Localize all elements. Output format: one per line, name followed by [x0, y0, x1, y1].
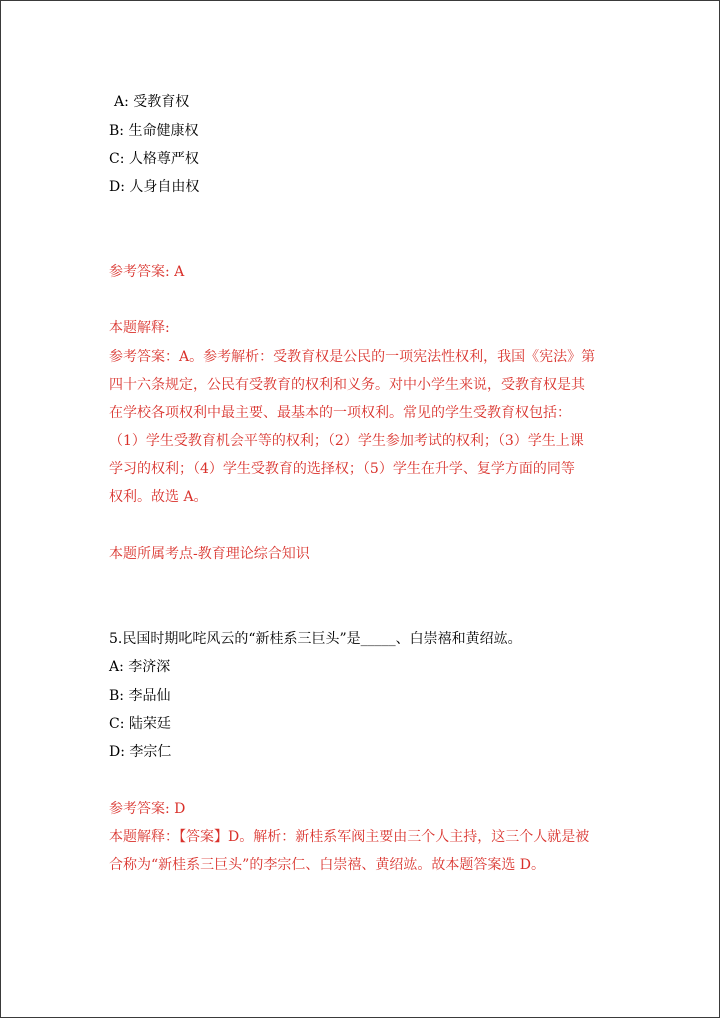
- q4-explanation-line: 在学校各项权利中最主要、最基本的一项权利。常见的学生受教育权包括：: [109, 405, 571, 421]
- q4-answer: 参考答案: A: [109, 264, 185, 280]
- q4-explanation-line: 权利。故选 A。: [109, 489, 208, 505]
- q4-explanation-line: （1）学生受教育机会平等的权利；（2）学生参加考试的权利；（3）学生上课: [109, 433, 584, 449]
- q4-option-b: B: 生命健康权: [109, 123, 199, 139]
- q4-explanation-heading: 本题解释:: [109, 320, 170, 336]
- q4-explanation-line: 四十六条规定，公民有受教育的权利和义务。对中小学生来说，受教育权是其: [109, 377, 585, 393]
- q5-explanation-line: 本题解释：【答案】D。解析：新桂系军阀主要由三个人主持，这三个人就是被: [109, 829, 590, 845]
- q4-topic: 本题所属考点-教育理论综合知识: [109, 546, 310, 562]
- q4-option-c: C: 人格尊严权: [109, 151, 199, 167]
- q4-explanation-line: 学习的权利；（4）学生受教育的选择权；（5）学生在升学、复学方面的同等: [109, 461, 575, 477]
- q5-question: 5.民国时期叱咤风云的“新桂系三巨头”是_____、白崇禧和黄绍竑。: [109, 631, 522, 647]
- q5-option-b: B: 李品仙: [109, 688, 171, 704]
- q4-explanation-line: 参考答案：A。参考解析：受教育权是公民的一项宪法性权利，我国《宪法》第: [109, 349, 596, 365]
- q4-option-d: D: 人身自由权: [109, 179, 200, 195]
- q5-option-c: C: 陆荣廷: [109, 716, 171, 732]
- q4-option-a: A: 受教育权: [114, 94, 190, 110]
- q5-explanation-line: 合称为“新桂系三巨头”的李宗仁、白崇禧、黄绍竑。故本题答案选 D。: [109, 857, 545, 873]
- q5-option-d: D: 李宗仁: [109, 744, 172, 760]
- q5-option-a: A: 李济深: [109, 659, 171, 675]
- q5-answer: 参考答案: D: [109, 801, 186, 817]
